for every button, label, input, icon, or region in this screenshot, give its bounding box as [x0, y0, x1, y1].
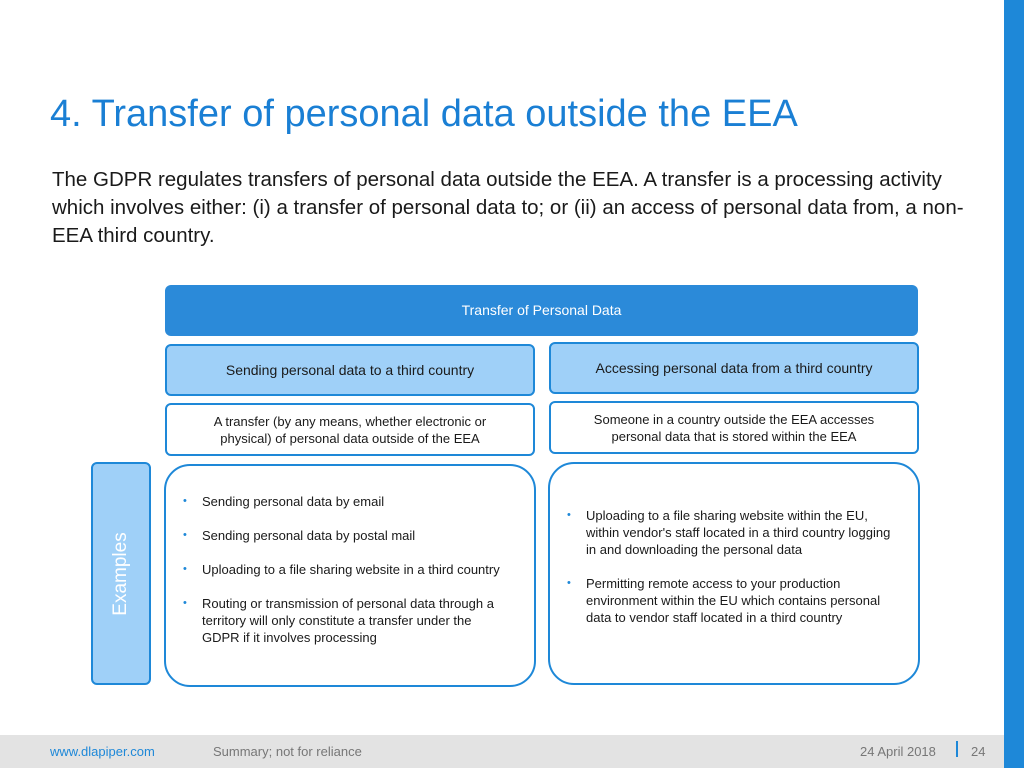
accessing-header	[549, 342, 919, 394]
sending-definition	[165, 403, 535, 456]
bullet-icon: •	[183, 529, 187, 541]
examples-label: Examples	[110, 531, 131, 616]
bullet-icon: •	[183, 597, 187, 609]
bullet-icon: •	[567, 509, 571, 521]
bullet-icon: •	[183, 495, 187, 507]
footer	[0, 735, 1004, 768]
footer-website-link[interactable]: www.dlapiper.com	[50, 744, 155, 759]
footer-divider	[956, 741, 958, 757]
sending-definition-text: A transfer (by any means, whether electronic or physical) of personal data outside of the EEA	[213, 413, 487, 446]
transfer-banner: Transfer of Personal Data	[165, 285, 918, 336]
accessing-definition-text: Someone in a country outside the EEA accesses personal data that is stored within the EEA	[593, 411, 875, 444]
accessing-examples-list	[550, 507, 895, 643]
accessing-examples-box	[548, 462, 920, 685]
list-item: • Uploading to a file sharing website within the EU, within vendor's staff located in a third country logging in and downloading the personal data	[567, 508, 891, 557]
list-item: • Permitting remote access to your production environment within the EU which contains personal data to vendor staff located in a third country	[567, 576, 881, 625]
list-item: • Sending personal data by email	[183, 494, 385, 509]
bullet-icon: •	[183, 563, 187, 575]
sending-header	[165, 344, 535, 396]
list-item: • Uploading to a file sharing website in a third country	[183, 562, 500, 577]
page-number: 24	[971, 744, 986, 759]
footer-note: Summary; not for reliance	[213, 744, 362, 759]
examples-tab	[91, 462, 151, 685]
bullet-icon: •	[567, 577, 571, 589]
accessing-definition	[549, 401, 919, 454]
right-accent-bar	[1004, 0, 1024, 768]
list-item: • Sending personal data by postal mail	[183, 528, 416, 543]
accessing-header-label: Accessing personal data from a third country	[595, 360, 873, 376]
footer-date: 24 April 2018	[860, 744, 936, 759]
sending-examples-box	[164, 464, 536, 687]
intro-paragraph: The GDPR regulates transfers of personal data outside the EEA. A transfer is a processing activity which involves either: (i) a transfer of personal data to; or (ii) an access of personal data from, a non-EEA third country.	[52, 168, 964, 247]
sending-examples-list	[166, 493, 511, 663]
list-item: • Routing or transmission of personal data through a territory will only constitute a transfer under the GDPR if it involves processing	[183, 596, 494, 645]
page-title: 4. Transfer of personal data outside the EEA	[50, 93, 798, 135]
sending-header-label: Sending personal data to a third country	[225, 362, 475, 378]
